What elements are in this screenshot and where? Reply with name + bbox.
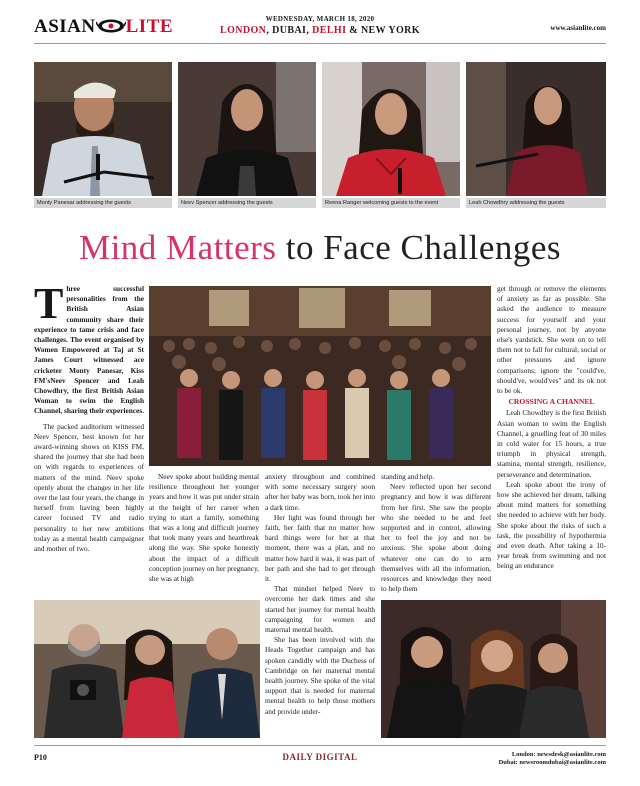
article-subhead: CROSSING A CHANNEL — [508, 397, 595, 407]
photo-image — [178, 62, 316, 196]
article-paragraph: The packed auditorium witnessed Neev Spencer, best known for her award-winning shows on KISS FM, shared the journey that she had been on with regards to experiences of matters of the mind. Neev spoke openly about the changes in her life over the last four years, the change in herself from having been highly career focused TV and radio personality to her new ambitions today as a mental health campaigner and mother of two. — [34, 421, 144, 554]
article-paragraph: standing and help. — [381, 472, 435, 481]
article-paragraph: Leah Chowdhry is the first British Asian woman to swim the English Channel, a gruelling feat of 30 miles in cold water for 15 hours, a true triumph in physical strength, stamina, mental strength, resilience, perseverance and determination. — [497, 408, 606, 479]
article-column-1 — [34, 279, 144, 596]
article-column-4 — [381, 472, 491, 594]
website-url: www.asianlite.com — [550, 24, 606, 32]
article-column-5 — [497, 284, 606, 596]
article-headline — [0, 228, 640, 268]
headline-highlight: Mind Matters — [78, 228, 277, 267]
edition-cities: LONDON, DUBAI, DELHI & NEW YORK — [220, 25, 420, 36]
photo-caption: Monty Panesar addressing the guests — [34, 198, 172, 208]
photo-guests-right — [381, 600, 606, 738]
photo-image — [322, 62, 460, 196]
photo-image — [34, 62, 172, 196]
photo-group-event — [149, 286, 491, 466]
contact-london[interactable]: London: newsdesk@asianlite.com — [511, 751, 606, 758]
photo-image — [466, 62, 606, 196]
photo-leah-chowdhry — [466, 62, 606, 208]
article-paragraph: Neev spoke about building mental resilience throughout her younger years and how it was put under strain at the height of her career when trying to start a family, something that was a long and difficult journey that took many years and heartbreak along the way. She spoke honestly about the impact of a difficult conception journey on her pregnancy, she was at high — [149, 472, 259, 584]
article-paragraph: anxiety throughout and combined with some necessary surgery soon after her baby was born, took her into a dark time. — [265, 472, 375, 512]
page-footer — [34, 745, 606, 771]
article-paragraph: That mindset helped Neev to overcome her dark times and she started her journey for mental health campaigning for women and maternal mental health. — [265, 584, 375, 635]
article-paragraph: get through or remove the elements of anxiety as far as possible. She asked the audience to measure success for yourself and your personal journey, not by anyone else's yardstick. She went on to tell them not to fall for cultural, social or other pressures and ignore comparisons; ignore the "could've, should've, would'ves" and its ok not to be ok. — [497, 284, 606, 396]
masthead-logo: ASIAN LITE — [34, 16, 174, 37]
photo-caption: Neev Spencer addressing the guests — [178, 198, 316, 208]
contact-dubai[interactable]: Dubai: newsroomdubai@asianlite.com — [498, 759, 606, 766]
photo-guests-left — [34, 600, 260, 738]
article-paragraph: Leah spoke about the irony of how she achieved her dream, talking about mind matters for something she needed to achieve with her body. She spoke about the risks of such a task, the possibility of hypothermia and even death. After taking a 10-year break from swimming and not being an endurance — [497, 479, 606, 571]
article-paragraph: Neev reflected upon her second pregnancy and how it was different from her first. She saw the people who she needed to be and feel supported and in control, allowing her to feel the joy and not be anxious. She spoke about doing whatever one can do to arm themselves with all the information, resources and knowledge they need to help them — [381, 482, 491, 594]
issue-date: WEDNESDAY, MARCH 18, 2020 — [265, 15, 375, 23]
article-intro: Three successful personalities from the British Asian community share their experience to tame crisis and face challenges. The event organised by Women Empowered at Taj at St James Court witnessed ace cricketer Monty Panesar, Kiss FM'sNeev Spencer and Leah Chowdhry, the first British Asian Woman to swim the English Channel, sharing their experiences. — [34, 279, 144, 416]
article-column-3 — [265, 472, 375, 742]
photo-neev-spencer — [178, 62, 316, 208]
article-paragraph: She has been involved with the Heads Together campaign and has spoken candidly with the Duchess of Cambridge on her maternal mental health journey. She spoke of the vital support that is needed for maternal mental health to help those mothers and provide under- — [265, 635, 375, 716]
headline-rest: to Face Challenges — [276, 228, 562, 267]
photo-caption: Leah Chowdhry addressing the guests — [466, 198, 606, 208]
section-name: DAILY DIGITAL — [282, 752, 358, 762]
masthead — [34, 14, 606, 44]
page-number: P10 — [34, 753, 47, 762]
photo-reena-ranger — [322, 62, 460, 208]
drop-cap: T — [34, 279, 64, 328]
photo-monty-panesar — [34, 62, 172, 208]
photo-caption: Reena Ranger welcoming guests to the event — [322, 198, 460, 208]
article-paragraph: Her light was found through her faith, her faith that no matter how hard things were for her at that moment, there was a plan, and no matter how hard it was, it was part of her path and she had to get through it. — [265, 512, 375, 584]
contact-emails — [499, 751, 606, 767]
